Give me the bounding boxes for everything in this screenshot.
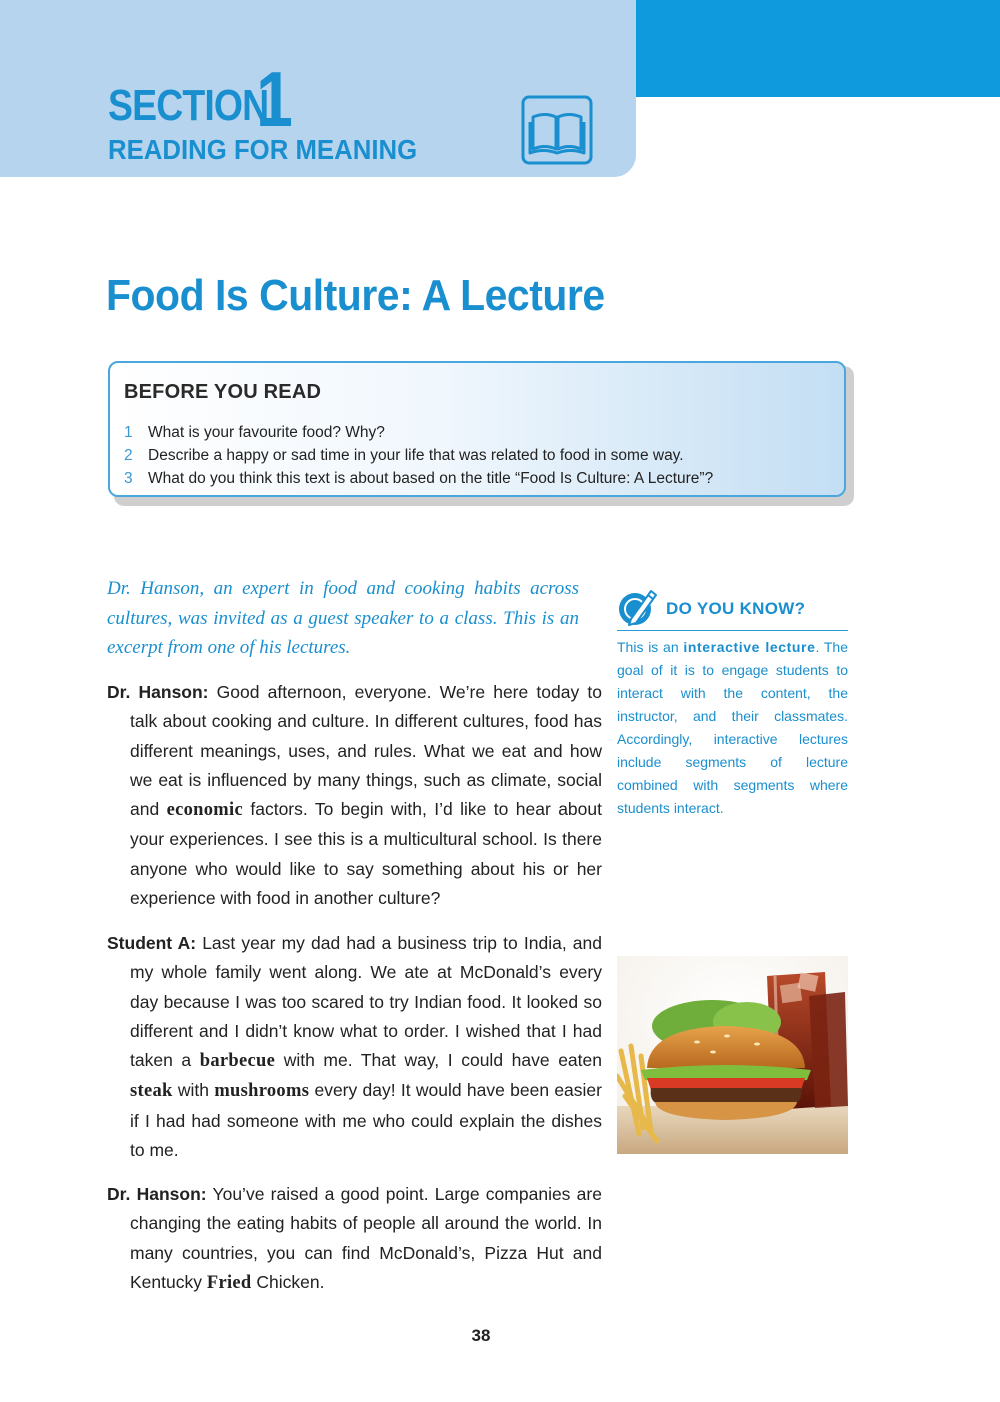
- do-you-know-heading: DO YOU KNOW?: [666, 599, 806, 618]
- page-number: 38: [471, 1326, 491, 1345]
- dialogue-text: Last year my dad had a business trip to India, and my whole family went along. We ate at McDonald’s every day because I was too scared to try Indian food. It looked so different and I didn’t know what to order. I wished that I had taken a: [130, 933, 602, 1071]
- do-you-know-divider: [617, 630, 848, 631]
- before-you-read-questions: [124, 421, 713, 490]
- dialogue-text: with me. That way, I could have eaten: [275, 1050, 602, 1071]
- speaker-label: Student A:: [107, 933, 197, 953]
- before-you-read-box: [108, 361, 846, 497]
- dialogue-text: every day! It would have been easier if I had had someone with me who could explain the dishes to me.: [130, 1080, 602, 1161]
- vocabulary-word: mushrooms: [214, 1081, 310, 1102]
- dialogue-paragraph: [107, 1180, 602, 1298]
- section-number: 1: [256, 55, 293, 143]
- question-item: [124, 444, 713, 467]
- question-item: [124, 421, 713, 444]
- question-text: Describe a happy or sad time in your life that was related to food in some way.: [148, 447, 684, 464]
- question-number: 1: [124, 424, 133, 441]
- do-you-know-text: [617, 636, 848, 820]
- dialogue-text: Good afternoon, everyone. We’re here today to talk about cooking and culture. In different cultures, food has different meanings, uses, and rules. What we eat and how we eat is influenced by many things, such as climate, social and: [130, 682, 602, 820]
- dialogue-paragraph: [107, 678, 602, 913]
- question-text: What is your favourite food? Why?: [148, 424, 385, 441]
- dialogue-paragraph: [107, 929, 602, 1165]
- vocabulary-word: barbecue: [199, 1051, 276, 1072]
- question-number: 3: [124, 470, 133, 487]
- burger-fries-cola-image: [617, 956, 848, 1154]
- header-accent-band: [636, 0, 1000, 97]
- before-you-read-heading: BEFORE YOU READ: [124, 381, 322, 403]
- dialogue-text: factors. To begin with, I’d like to hear about your experiences. I see this is a multicultural school. Is there anyone who would like to say something about his or her experience with food in another culture?: [130, 799, 602, 909]
- dialogue-text: You’ve raised a good point. Large companies are changing the eating habits of people all around the world. In many countries, you can find McDonald’s, Pizza Hut and Kentucky: [130, 1184, 602, 1292]
- vocabulary-word: economic: [166, 800, 243, 821]
- do-you-know-text-part: . The goal of it is to engage students to interact with the content, the instructor, and their classmates. Accordingly, interactive lectures include segments of lecture combined with segments where students interact.: [617, 639, 848, 816]
- intro-paragraph: Dr. Hanson, an expert in food and cooking habits across cultures, was invited as a guest speaker to a class. This is an excerpt from one of his lectures.: [107, 578, 579, 658]
- dialogue-text: with: [172, 1080, 215, 1101]
- dialogue-text: Chicken.: [251, 1271, 325, 1292]
- question-text: What do you think this text is about based on the title “Food Is Culture: A Lecture”?: [148, 470, 714, 487]
- speaker-label: Dr. Hanson:: [107, 682, 209, 702]
- speaker-label: Dr. Hanson:: [107, 1184, 207, 1204]
- do-you-know-keyword: interactive lecture: [683, 639, 816, 655]
- book-icon: [521, 95, 593, 165]
- section-subtitle: READING FOR MEANING: [108, 134, 418, 165]
- question-item: [124, 467, 713, 490]
- pen-and-disc-icon: [617, 585, 659, 627]
- question-number: 2: [124, 447, 133, 464]
- vocabulary-word: steak: [130, 1081, 173, 1102]
- section-label: SECTION: [108, 81, 269, 130]
- do-you-know-text-part: This is an: [617, 639, 684, 655]
- vocabulary-word: Fried: [206, 1272, 252, 1293]
- lecture-title: Food Is Culture: A Lecture: [106, 271, 605, 320]
